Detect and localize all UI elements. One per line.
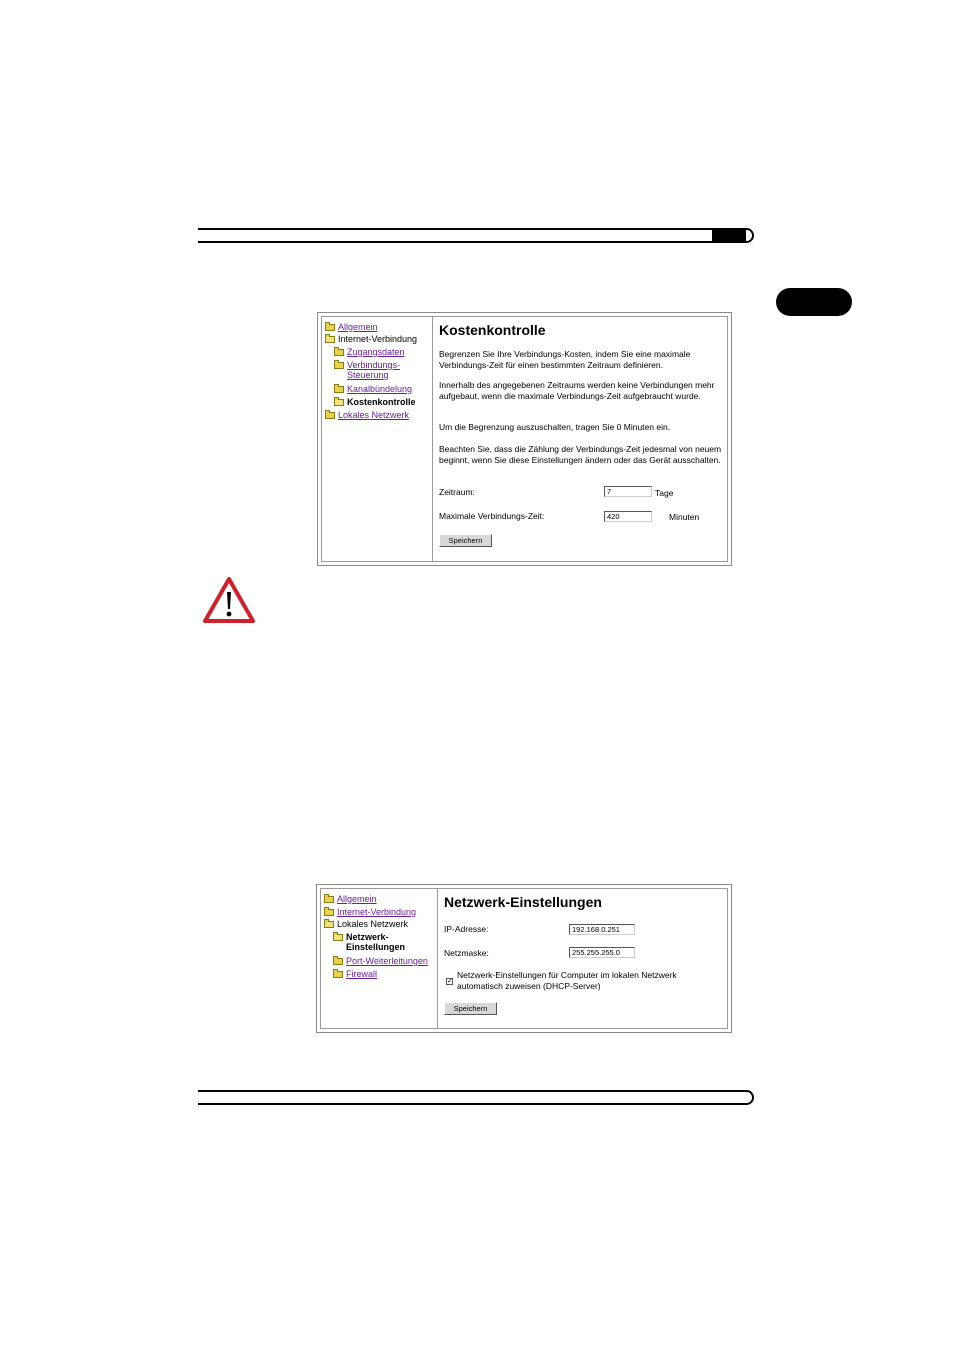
zeitraum-unit: Tage [655, 488, 674, 498]
main-content [433, 317, 727, 561]
nav-item-internet-verbindung: Internet-Verbindung [325, 334, 417, 344]
folder-open-icon [325, 336, 335, 343]
folder-icon [324, 909, 334, 916]
intro-text: Begrenzen Sie Ihre Verbindungs-Kosten, indem Sie eine maximale Verbindungs-Zeit für einen bestimmten Zeitraum definieren. [439, 349, 691, 370]
footer-rule [198, 1090, 754, 1105]
folder-icon [325, 412, 335, 419]
chapter-tab [776, 288, 852, 316]
netmask-input[interactable]: 255.255.255.0 [569, 947, 635, 958]
max-zeit-label: Maximale Verbindungs-Zeit: [439, 511, 545, 521]
folder-icon [334, 349, 344, 356]
nav-item-lokales-netzwerk: Lokales Netzwerk [324, 919, 408, 929]
info-text: Innerhalb des angegebenen Zeitraums werden keine Verbindungen mehr aufgebaut, wenn die maximale Verbindungs-Zeit aufgebraucht wurde. [439, 380, 715, 401]
nav-item-allgemein[interactable]: Allgemein [324, 894, 377, 904]
folder-icon [334, 362, 344, 369]
folder-icon [333, 971, 343, 978]
nav-item-verbindungs-steuerung[interactable]: Verbindungs- Steuerung [334, 360, 400, 370]
netmask-label: Netzmaske: [444, 948, 489, 958]
sidebar-nav [321, 889, 438, 1028]
ip-address-input[interactable]: 192.168.0.251 [569, 924, 635, 935]
page-title: Kostenkontrolle [439, 322, 546, 338]
nav-item-firewall[interactable]: Firewall [333, 969, 377, 979]
warning-icon [202, 576, 256, 626]
save-button[interactable]: Speichern [439, 534, 492, 547]
max-zeit-input[interactable]: 420 [604, 511, 652, 522]
nav-item-internet-verbindung[interactable]: Internet-Verbindung [324, 907, 416, 917]
ip-address-label: IP-Adresse: [444, 924, 489, 934]
header-page-block [712, 229, 746, 242]
page-title: Netzwerk-Einstellungen [444, 894, 602, 910]
nav-item-netzwerk-einstellungen[interactable]: Netzwerk- Einstellungen [333, 932, 389, 942]
nav-item-port-weiterleitungen[interactable]: Port-Weiterleitungen [333, 956, 428, 966]
main-content [438, 889, 727, 1028]
nav-item-lokales-netzwerk[interactable]: Lokales Netzwerk [325, 410, 409, 420]
nav-item-zugangsdaten[interactable]: Zugangsdaten [334, 347, 405, 357]
screenshot-netzwerk-einstellungen [316, 884, 732, 1033]
nav-item-allgemein[interactable]: Allgemein [325, 322, 378, 332]
save-button[interactable]: Speichern [444, 1002, 497, 1015]
folder-icon [325, 324, 335, 331]
screenshot-kostenkontrolle [317, 312, 732, 566]
folder-open-icon [324, 921, 334, 928]
nav-item-kanalbuendelung[interactable]: Kanalbündelung [334, 384, 412, 394]
header-rule [198, 228, 754, 243]
dhcp-label: Netzwerk-Einstellungen für Computer im lokalen Netzwerk automatisch zuweisen (DHCP-Server) [457, 970, 677, 991]
nav-item-kostenkontrolle[interactable]: Kostenkontrolle [334, 397, 416, 407]
folder-open-icon [334, 399, 344, 406]
folder-icon [334, 386, 344, 393]
folder-icon [324, 896, 334, 903]
note-text: Beachten Sie, dass die Zählung der Verbindungs-Zeit jedesmal von neuem beginnt, wenn Sie diese Einstellungen ändern oder das Gerät ausschalten. [439, 444, 722, 465]
zeitraum-input[interactable]: 7 [604, 486, 652, 497]
zeitraum-label: Zeitraum: [439, 487, 475, 497]
dhcp-checkbox[interactable]: ✓ [447, 978, 453, 985]
sidebar-nav [322, 317, 433, 561]
max-zeit-unit: Minuten [669, 512, 700, 522]
hint-text: Um die Begrenzung auszuschalten, tragen Sie 0 Minuten ein. [439, 422, 671, 432]
folder-icon [333, 958, 343, 965]
folder-open-icon [333, 934, 343, 941]
